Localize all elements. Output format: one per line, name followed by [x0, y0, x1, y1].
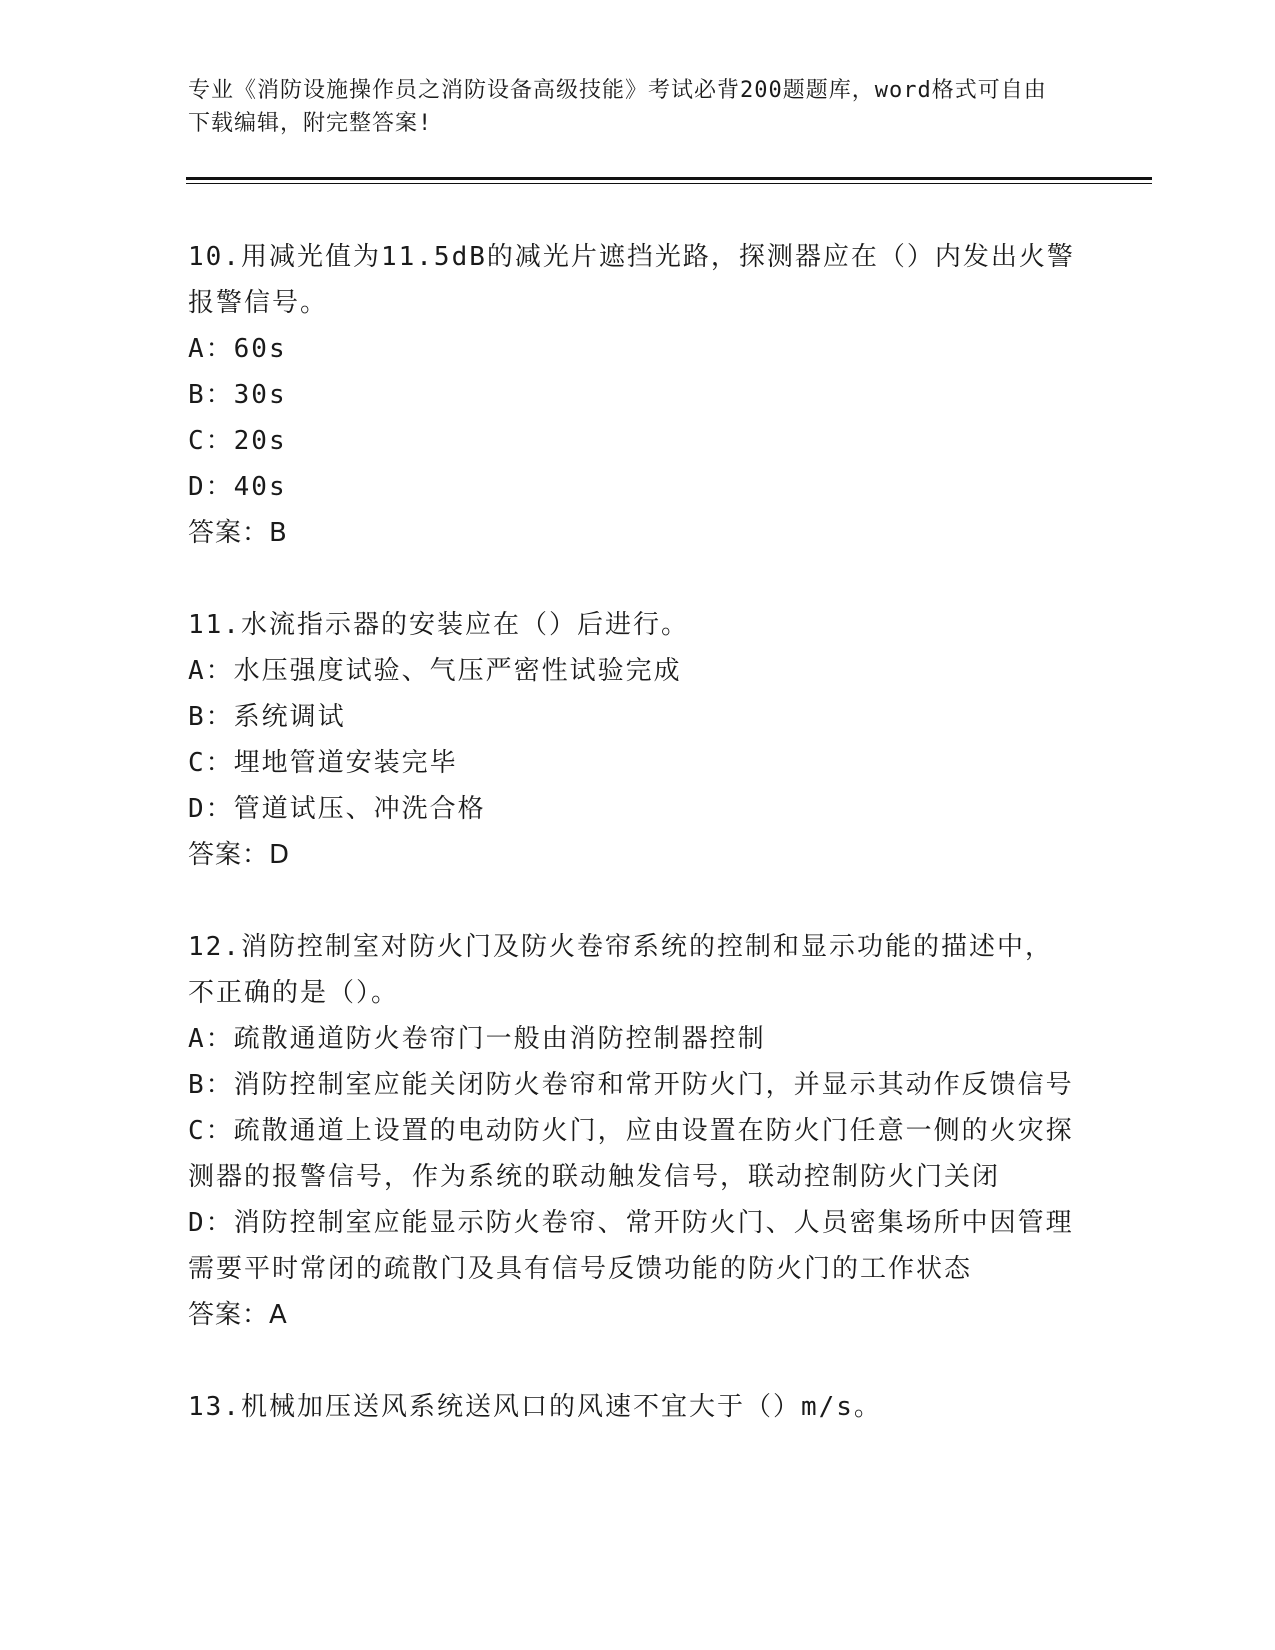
answer-label: 答案：D [188, 840, 291, 870]
header-divider-thick [186, 177, 1152, 180]
question-13 [188, 1384, 1078, 1430]
answer-label: 答案：A [188, 1300, 288, 1330]
option-c: C：20s [188, 426, 287, 456]
question-12 [188, 924, 1078, 1338]
option-b: B：消防控制室应能关闭防火卷帘和常开防火门，并显示其动作反馈信号 [188, 1070, 1074, 1100]
question-text: 12.消防控制室对防火门及防火卷帘系统的控制和显示功能的描述中，不正确的是（）。 [188, 932, 1053, 1008]
option-d: D：消防控制室应能显示防火卷帘、常开防火门、人员密集场所中因管理需要平时常闭的疏散门及具有信号反馈功能的防火门的工作状态 [188, 1208, 1074, 1284]
question-text: 11.水流指示器的安装应在（）后进行。 [188, 610, 689, 640]
option-a: A：60s [188, 334, 287, 364]
question-text: 10.用减光值为11.5dB的减光片遮挡光路，探测器应在（）内发出火警报警信号。 [188, 242, 1075, 318]
option-a: A：水压强度试验、气压严密性试验完成 [188, 656, 682, 686]
option-c: C：疏散通道上设置的电动防火门，应由设置在防火门任意一侧的火灾探测器的报警信号，作为系统的联动触发信号，联动控制防火门关闭 [188, 1116, 1074, 1192]
question-text: 13.机械加压送风系统送风口的风速不宜大于（）m/s。 [188, 1392, 882, 1422]
option-b: B：30s [188, 380, 287, 410]
question-11 [188, 602, 1078, 878]
document-header: 专业《消防设施操作员之消防设备高级技能》考试必背200题题库，word格式可自由下载编辑，附完整答案! [188, 78, 1047, 136]
option-c: C：埋地管道安装完毕 [188, 748, 458, 778]
option-d: D：管道试压、冲洗合格 [188, 794, 486, 824]
option-b: B：系统调试 [188, 702, 346, 732]
answer-label: 答案：B [188, 518, 288, 548]
option-a: A：疏散通道防火卷帘门一般由消防控制器控制 [188, 1024, 766, 1054]
option-d: D：40s [188, 472, 287, 502]
question-list [188, 234, 1078, 1476]
header-divider-thin [186, 183, 1152, 184]
question-10 [188, 234, 1078, 556]
